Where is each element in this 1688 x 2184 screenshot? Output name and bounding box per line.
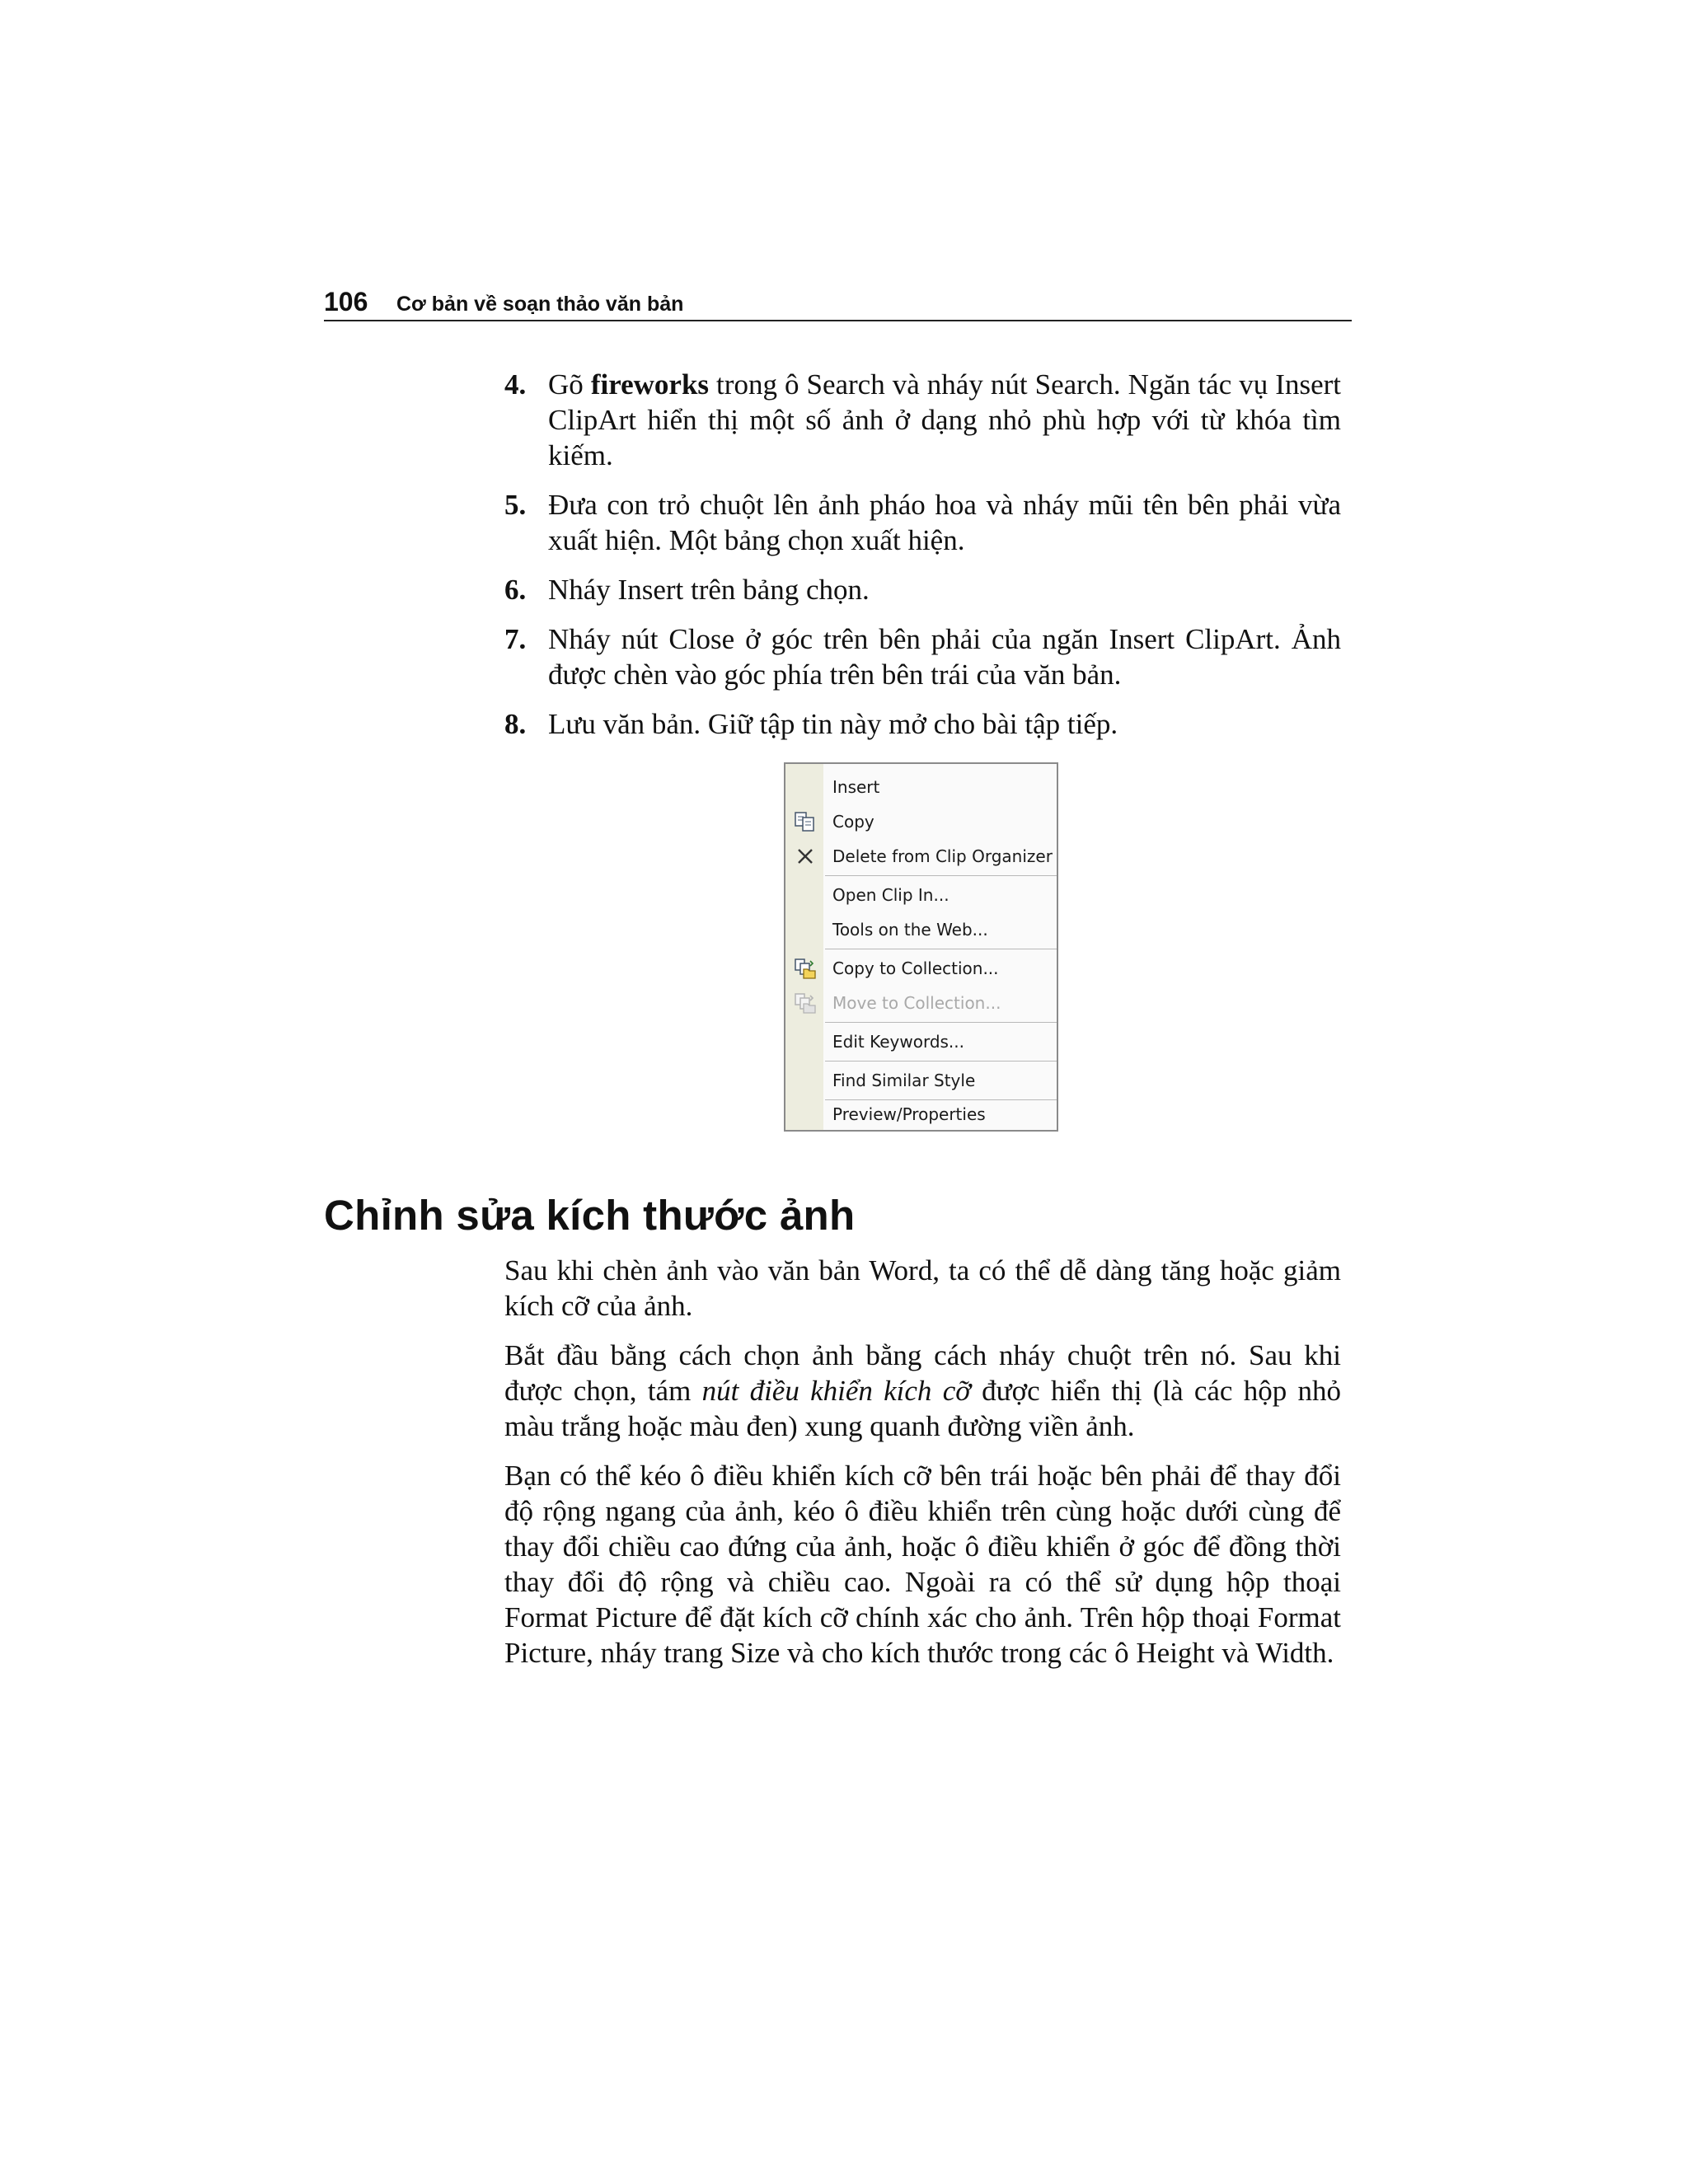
step-number: 5.	[504, 489, 527, 521]
search-keyword: fireworks	[590, 368, 710, 401]
step-text: trong ô Search và nháy nút Search. Ngăn tác vụ Insert ClipArt hiển thị một số ảnh ở dạng nhỏ phù hợp với từ khóa tìm kiếm.	[548, 368, 1341, 471]
page-header	[324, 287, 1352, 321]
menu-separator	[825, 875, 1057, 876]
section-title: Chỉnh sửa kích thước ảnh	[324, 1192, 856, 1239]
menu-item-move-to-collection[interactable]	[785, 987, 1057, 1019]
step-number: 8.	[504, 708, 527, 740]
delete-x-icon	[794, 846, 817, 867]
menu-item-label: Copy to Collection...	[832, 958, 999, 978]
running-title: Cơ bản về soạn thảo văn bản	[396, 293, 684, 316]
menu-separator	[825, 1022, 1057, 1023]
paragraph	[504, 1338, 1341, 1444]
section-body	[504, 1253, 1341, 1685]
step-number: 4.	[504, 368, 527, 401]
copy-icon	[794, 811, 817, 832]
step-text: Nháy Insert trên bảng chọn.	[548, 574, 870, 606]
menu-separator	[825, 1061, 1057, 1062]
menu-item-label: Tools on the Web...	[832, 920, 988, 940]
menu-item-tools-on-the-web[interactable]	[785, 913, 1057, 946]
copy-to-collection-icon	[794, 958, 817, 979]
menu-item-preview-properties[interactable]	[785, 1098, 1057, 1131]
paragraph-text: Sau khi chèn ảnh vào văn bản Word, ta có thể dễ dàng tăng hoặc giảm kích cỡ của ảnh.	[504, 1254, 1341, 1322]
menu-item-label: Open Clip In...	[832, 885, 950, 905]
list-item	[504, 367, 1341, 473]
list-item	[504, 621, 1341, 692]
menu-item-open-clip-in[interactable]	[785, 879, 1057, 912]
paragraph	[504, 1253, 1341, 1324]
emphasis-term: nút điều khiển kích cỡ	[701, 1375, 971, 1407]
menu-item-label: Edit Keywords...	[832, 1032, 964, 1052]
menu-item-label: Delete from Clip Organizer	[832, 846, 1053, 866]
menu-item-copy-to-collection[interactable]	[785, 952, 1057, 985]
step-number: 6.	[504, 574, 527, 606]
step-text: Lưu văn bản. Giữ tập tin này mở cho bài tập tiếp.	[548, 708, 1118, 740]
menu-item-label: Preview/Properties	[832, 1104, 986, 1124]
paragraph-text: Bạn có thể kéo ô điều khiển kích cỡ bên trái hoặc bên phải để thay đổi độ rộng ngang của ảnh, kéo ô điều khiển trên cùng hoặc dưới cùng để thay đổi chiều cao đứng của ảnh, hoặc ô điều khiển ở góc để đồng thời thay đổi độ rộng và chiều cao. Ngoài ra có thể sử dụng hộp thoại Format Picture để đặt kích cỡ chính xác cho ảnh. Trên hộp thoại Format Picture, nháy trang Size và cho kích thước trong các ô Height và Width.	[504, 1460, 1341, 1669]
page-number: 106	[324, 287, 368, 316]
menu-item-label: Move to Collection...	[832, 993, 1001, 1013]
step-text: Đưa con trỏ chuột lên ảnh pháo hoa và nháy mũi tên bên phải vừa xuất hiện. Một bảng chọn xuất hiện.	[548, 489, 1341, 556]
list-item	[504, 487, 1341, 558]
paragraph-text: Bắt đầu bằng cách chọn ảnh bằng cách nháy chuột trên nó. Sau khi được chọn, tám	[504, 1339, 1341, 1407]
menu-item-delete-from-clip-organizer[interactable]	[785, 840, 1057, 873]
step-number: 7.	[504, 623, 527, 655]
menu-item-label: Copy	[832, 812, 874, 832]
menu-item-label: Insert	[832, 777, 880, 797]
list-item	[504, 706, 1341, 742]
menu-item-edit-keywords[interactable]	[785, 1025, 1057, 1058]
move-to-collection-icon	[794, 992, 817, 1014]
step-text: Nháy nút Close ở góc trên bên phải của ngăn Insert ClipArt. Ảnh được chèn vào góc phía trên bên trái của văn bản.	[548, 623, 1341, 691]
menu-item-label: Find Similar Style	[832, 1071, 976, 1090]
menu-item-copy[interactable]	[785, 805, 1057, 838]
paragraph-text: được hiển thị (là các hộp nhỏ màu trắng hoặc màu đen) xung quanh đường viền ảnh.	[504, 1375, 1341, 1442]
step-text: Gõ	[548, 368, 591, 401]
menu-item-find-similar-style[interactable]	[785, 1064, 1057, 1097]
menu-item-insert[interactable]	[785, 771, 1057, 804]
clip-context-menu	[784, 762, 1058, 1132]
paragraph	[504, 1458, 1341, 1671]
list-item	[504, 572, 1341, 607]
step-list	[504, 367, 1341, 756]
